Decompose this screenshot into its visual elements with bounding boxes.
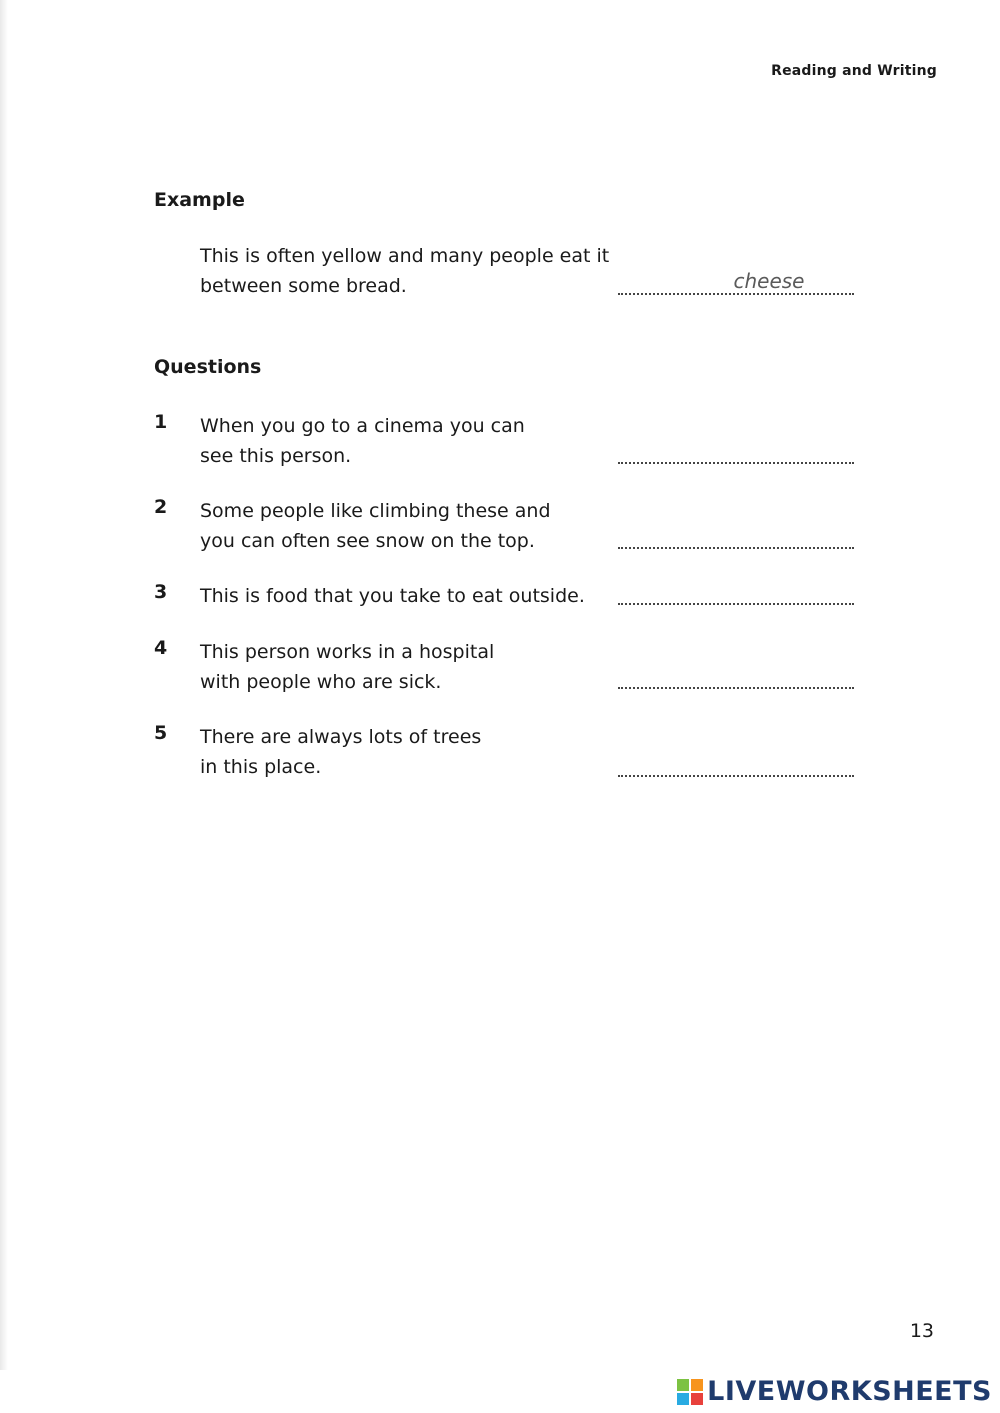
question-number: 3	[154, 581, 168, 603]
question-number: 1	[154, 411, 168, 433]
question-line: you can often see snow on the top.	[200, 530, 535, 552]
liveworksheets-watermark	[677, 1376, 992, 1407]
example-answer-line	[618, 293, 854, 295]
running-head: Reading and Writing	[771, 63, 937, 79]
question-number: 4	[154, 637, 168, 659]
question-item-2	[154, 496, 854, 566]
question-text	[200, 581, 600, 611]
question-item-5	[154, 722, 854, 792]
example-answer: cheese	[733, 269, 805, 293]
watermark-text: LIVEWORKSHEETS	[707, 1376, 992, 1407]
question-line: There are always lots of trees	[200, 726, 482, 748]
question-text	[200, 722, 600, 782]
answer-input-5[interactable]	[618, 775, 854, 777]
question-text	[200, 411, 600, 471]
question-number: 2	[154, 496, 168, 518]
question-line: When you go to a cinema you can	[200, 415, 525, 437]
question-line: This person works in a hospital	[200, 641, 495, 663]
question-line: in this place.	[200, 756, 322, 778]
questions-heading: Questions	[154, 356, 262, 378]
question-text	[200, 496, 600, 556]
question-line: see this person.	[200, 445, 352, 467]
question-number: 5	[154, 722, 168, 744]
answer-input-1[interactable]	[618, 462, 854, 464]
question-line: This is food that you take to eat outside.	[200, 585, 585, 607]
example-line: This is often yellow and many people eat it	[200, 245, 610, 267]
example-line: between some bread.	[200, 275, 407, 297]
answer-input-3[interactable]	[618, 603, 854, 605]
page-number: 13	[909, 1320, 934, 1342]
example-heading: Example	[154, 189, 245, 211]
question-line: with people who are sick.	[200, 671, 442, 693]
example-item	[154, 241, 854, 311]
question-item-1	[154, 411, 854, 481]
question-item-4	[154, 637, 854, 707]
answer-input-4[interactable]	[618, 687, 854, 689]
page-left-edge	[0, 0, 8, 1370]
question-line: Some people like climbing these and	[200, 500, 551, 522]
answer-input-2[interactable]	[618, 547, 854, 549]
example-text	[200, 241, 610, 301]
liveworksheets-logo-icon	[677, 1379, 703, 1405]
question-text	[200, 637, 600, 697]
